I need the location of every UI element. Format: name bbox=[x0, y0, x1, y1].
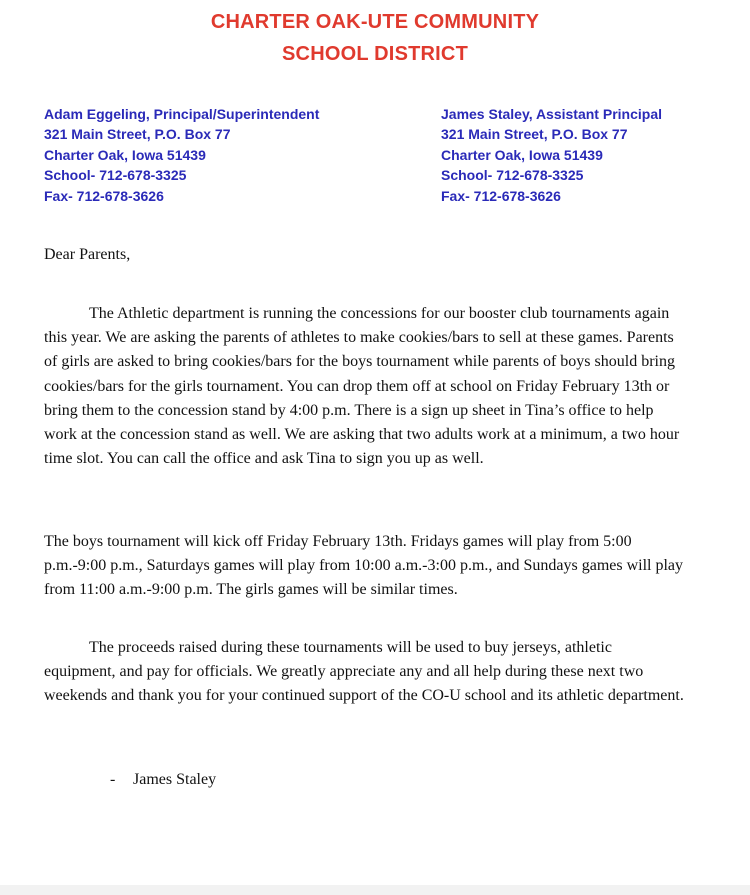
assistant-principal-street: 321 Main Street, P.O. Box 77 bbox=[441, 126, 628, 143]
assistant-principal-fax: Fax- 712-678-3626 bbox=[441, 187, 561, 204]
paragraph-proceeds: The proceeds raised during these tournaments will be used to buy jerseys, athletic equipment, and pay for officials. We greatly appreciate any and all help during these next two weekends and thank you for your continued support of the CO-U school and its athletic department. bbox=[44, 639, 684, 705]
paragraph-schedule: The boys tournament will kick off Friday February 13th. Fridays games will play from 5:00 p.m.-9:00 p.m., Saturdays games will play from 10:00 a.m.-3:00 p.m., and Sundays games will play from 11:00 a.m.-9:00 p.m. The girls games will be similar times. bbox=[44, 533, 684, 599]
district-title-line2: SCHOOL DISTRICT bbox=[282, 43, 468, 65]
assistant-principal-phone: School- 712-678-3325 bbox=[441, 167, 584, 184]
principal-contact-block bbox=[44, 104, 319, 206]
district-title-line1: CHARTER OAK-UTE COMMUNITY bbox=[210, 11, 540, 33]
paragraph-concessions: The Athletic department is running the concessions for our booster club tournaments again this year. We are asking the parents of athletes to make cookies/bars to sell at these games. Parents of girls are asked to bring cookies/bars for the boys tournament while parents of boys should bring cookies/bars for the girls tournament. You can drop them off at school on Friday February 13th or bring them to the concession stand by 4:00 p.m. There is a sign up sheet in Tina’s office to help work at the concession stand as well. We are asking that two adults work at a minimum, a two hour time slot. You can call the office and ask Tina to sign you up as well. bbox=[44, 305, 680, 468]
assistant-principal-name: James Staley, Assistant Principal bbox=[441, 106, 662, 122]
principal-name: Adam Eggeling, Principal/Superintendent bbox=[44, 106, 320, 122]
signature-dash: - bbox=[110, 771, 116, 788]
principal-phone: School- 712-678-3325 bbox=[44, 167, 187, 184]
assistant-principal-contact-block bbox=[441, 104, 662, 206]
assistant-principal-city: Charter Oak, Iowa 51439 bbox=[441, 146, 603, 163]
signature-name: James Staley bbox=[133, 771, 217, 788]
salutation: Dear Parents, bbox=[44, 246, 131, 263]
signature bbox=[110, 768, 216, 792]
principal-city: Charter Oak, Iowa 51439 bbox=[44, 146, 206, 163]
principal-street: 321 Main Street, P.O. Box 77 bbox=[44, 126, 231, 143]
principal-fax: Fax- 712-678-3626 bbox=[44, 187, 164, 204]
